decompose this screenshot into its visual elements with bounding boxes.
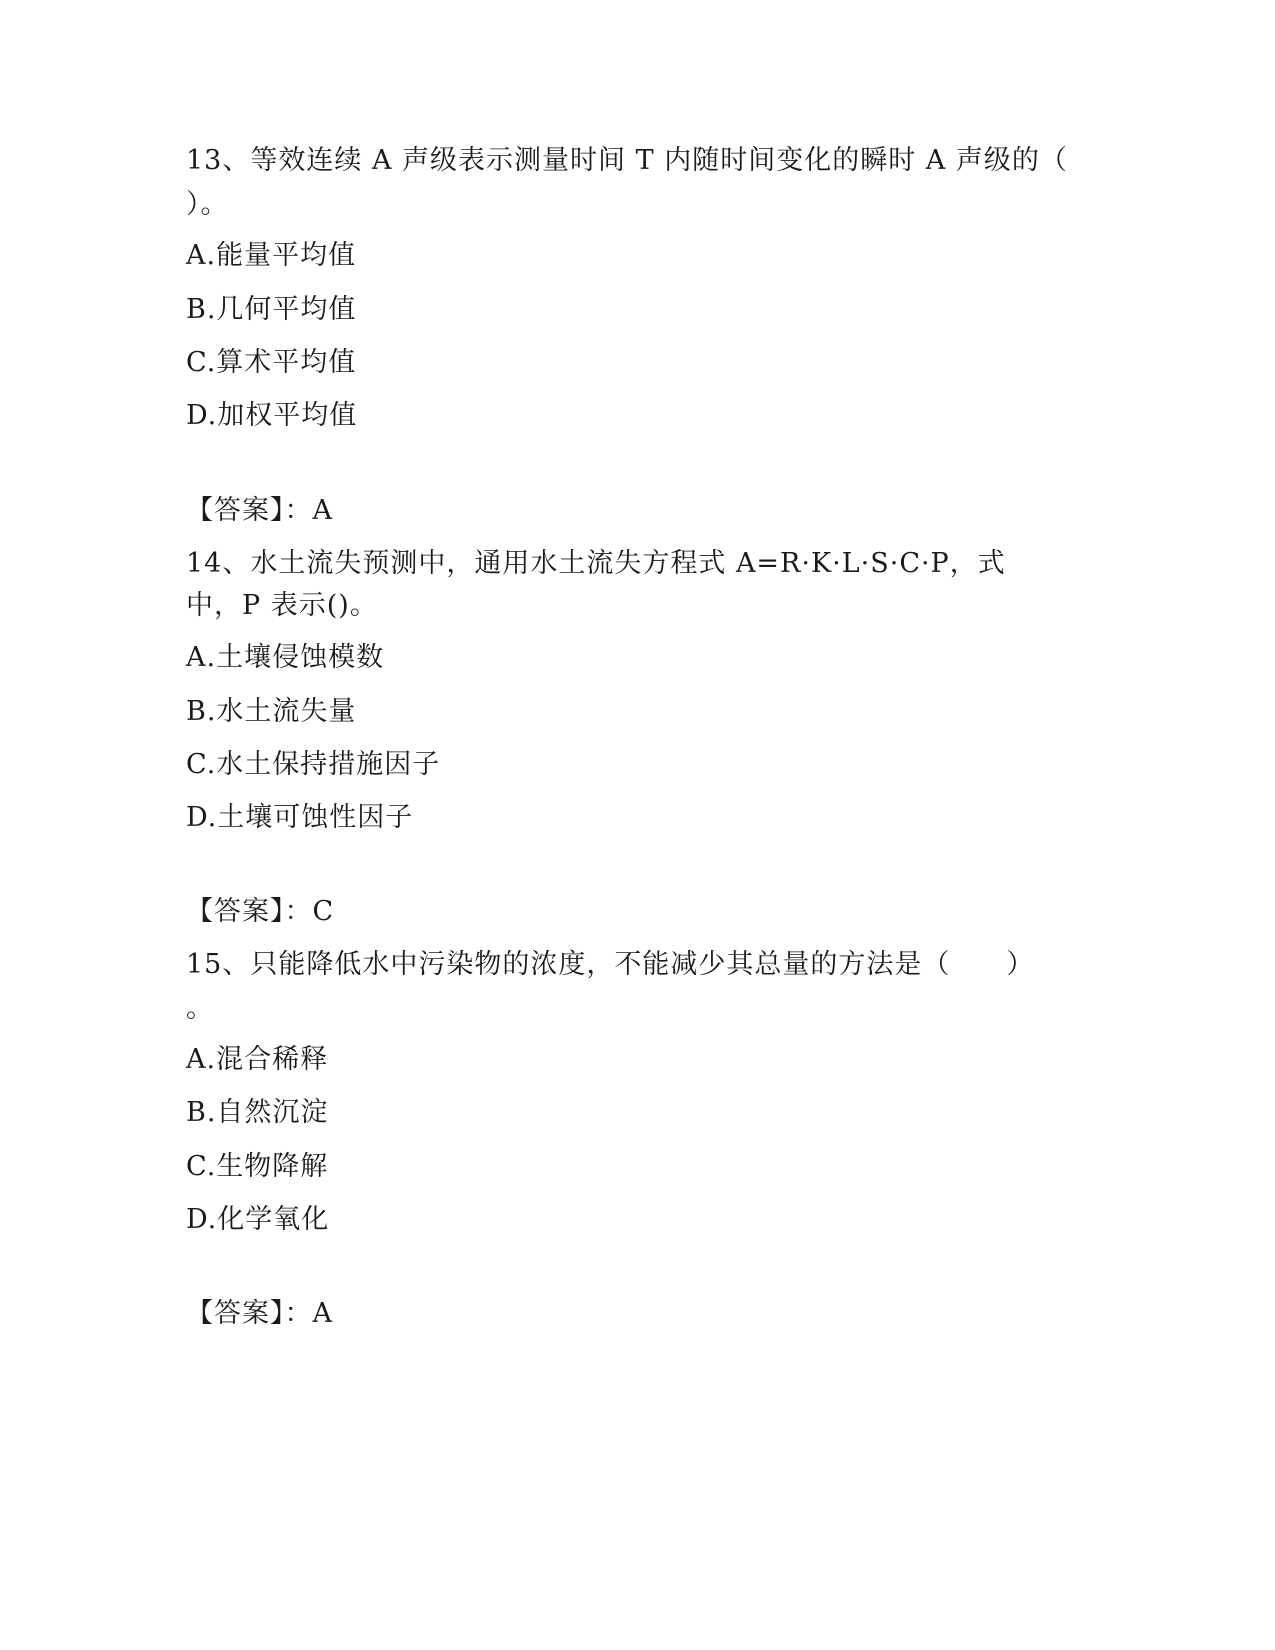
question-15-answer: 【答案】：A <box>186 1298 333 1329</box>
question-14-stem-line1: 14、水土流失预测中，通用水土流失方程式 A=R·K·L·S·C·P，式 <box>186 548 1006 579</box>
question-14-answer: 【答案】：C <box>186 896 335 927</box>
question-15-option-d: D.化学氧化 <box>186 1204 330 1235</box>
question-14-option-a: A.土壤侵蚀模数 <box>186 642 385 673</box>
question-14-option-c: C.水土保持措施因子 <box>186 749 441 780</box>
question-13-option-b: B.几何平均值 <box>186 294 357 325</box>
question-14-option-b: B.水土流失量 <box>186 696 357 727</box>
question-13-option-c: C.算术平均值 <box>186 347 357 378</box>
question-13-option-d: D.加权平均值 <box>186 400 358 431</box>
question-13-stem-line2: ）。 <box>186 189 229 220</box>
question-15-stem-line1: 15、只能降低水中污染物的浓度，不能减少其总量的方法是（ ） <box>186 949 1035 980</box>
question-14-option-d: D.土壤可蚀性因子 <box>186 802 414 833</box>
question-13-option-a: A.能量平均值 <box>186 240 357 271</box>
question-13-stem-line1: 13、等效连续 A 声级表示测量时间 T 内随时间变化的瞬时 A 声级的（ <box>186 145 1068 176</box>
question-13-answer: 【答案】：A <box>186 495 333 526</box>
question-14-stem-line2: 中，P 表示()。 <box>186 590 378 621</box>
question-15-option-c: C.生物降解 <box>186 1151 329 1182</box>
question-15-option-a: A.混合稀释 <box>186 1044 329 1075</box>
question-15-option-b: B.自然沉淀 <box>186 1097 329 1128</box>
question-15-stem-line2: 。 <box>186 993 214 1024</box>
